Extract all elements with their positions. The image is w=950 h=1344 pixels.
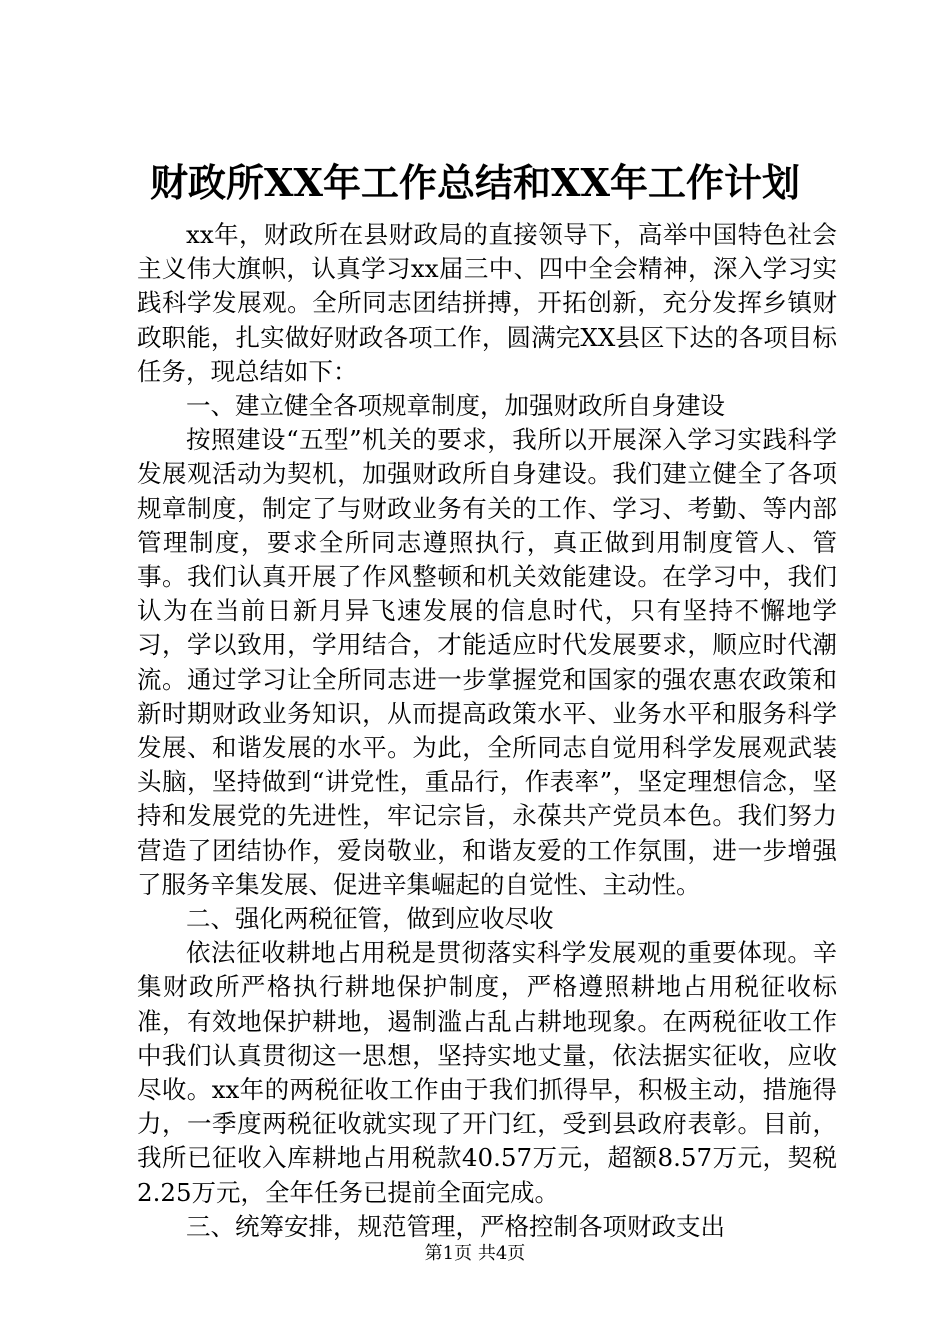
section-heading-2: 二、强化两税征管，做到应收尽收	[186, 904, 554, 934]
page-footer: 第1页 共4页	[424, 1243, 526, 1264]
document-body	[137, 218, 837, 1244]
intro-paragraph: xx年，财政所在县财政局的直接领导下，高举中国特色社会主义伟大旗帜，认真学习xx届三中、四中全会精神，深入学习实践科学发展观。全所同志团结拼搏，开拓创新，充分发挥乡镇财政职能，扎实做好财政各项工作，圆满完XX县区下达的各项目标任务，现总结如下：	[137, 220, 837, 386]
section-1-paragraph: 按照建设“五型”机关的要求，我所以开展深入学习实践科学发展观活动为契机，加强财政所自身建设。我们建立健全了各项规章制度，制定了与财政业务有关的工作、学习、考勤、等内部管理制度，要求全所同志遵照执行，真正做到用制度管人、管事。我们认真开展了作风整顿和机关效能建设。在学习中，我们认为在当前日新月异飞速发展的信息时代，只有坚持不懈地学习，学以致用，学用结合，才能适应时代发展要求，顺应时代潮流。通过学习让全所同志进一步掌握党和国家的强农惠农政策和新时期财政业务知识，从而提高政策水平、业务水平和服务科学发展、和谐发展的水平。为此，全所同志自觉用科学发展观武装头脑，坚持做到“讲党性，重品行，作表率”，坚定理想信念，坚持和发展党的先进性，牢记宗旨，永葆共产党员本色。我们努力营造了团结协作，爱岗敬业，和谐友爱的工作氛围，进一步增强了服务辛集发展、促进辛集崛起的自觉性、主动性。	[137, 425, 837, 899]
section-heading-1: 一、建立健全各项规章制度，加强财政所自身建设	[186, 391, 725, 421]
section-2-paragraph: 依法征收耕地占用税是贯彻落实科学发展观的重要体现。辛集财政所严格执行耕地保护制度，严格遵照耕地占用税征收标准，有效地保护耕地，遏制滥占乱占耕地现象。在两税征收工作中我们认真贯彻这一思想，坚持实地丈量，依法据实征收，应收尽收。xx年的两税征收工作由于我们抓得早，积极主动，措施得力，一季度两税征收就实现了开门红，受到县政府表彰。目前，我所已征收入库耕地占用税款40.57万元，超额8.57万元，契税2.25万元，全年任务已提前全面完成。	[137, 938, 837, 1207]
document-title: 财政所XX年工作总结和XX年工作计划	[150, 160, 800, 205]
section-heading-3: 三、统筹安排，规范管理，严格控制各项财政支出	[186, 1211, 725, 1241]
